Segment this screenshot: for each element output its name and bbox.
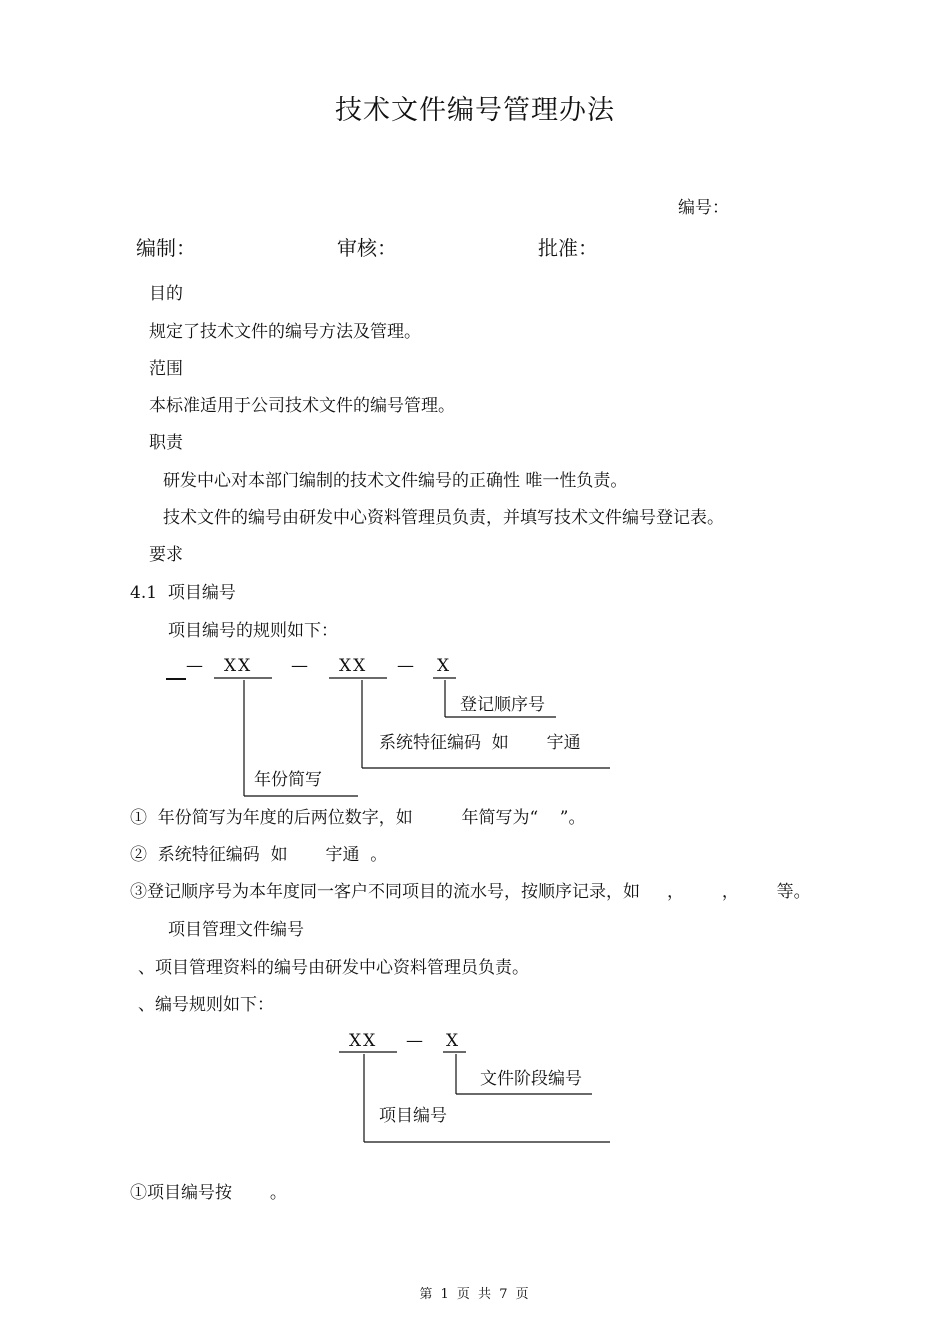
diagram1-label-year: 年份简写 bbox=[254, 770, 322, 790]
section-4-1-rule-intro: 项目编号的规则如下： bbox=[168, 621, 338, 641]
duty-heading: 职责 bbox=[149, 433, 183, 453]
purpose-heading: 目的 bbox=[149, 284, 183, 304]
page-footer: 第 1 页 共 7 页 bbox=[419, 1287, 531, 1302]
project-docs-heading: 项目管理文件编号 bbox=[168, 920, 304, 940]
note-3: ③登记顺序号为本年度同一客户不同项目的流水号，按顺序记录，如 ， ， 等。 bbox=[130, 882, 811, 902]
scope-text: 本标准适用于公司技术文件的编号管理。 bbox=[149, 396, 455, 416]
scope-heading: 范围 bbox=[149, 359, 183, 379]
project-docs-item-1: 、项目管理资料的编号由研发中心资料管理员负责。 bbox=[138, 958, 529, 978]
note-1: ① 年份简写为年度的后两位数字，如 年简写为“ ”。 bbox=[130, 808, 586, 828]
diagram2-seg-project: XX bbox=[349, 1031, 378, 1051]
approved-by-label: 批准： bbox=[538, 236, 598, 260]
diagram2-dash: — bbox=[406, 1031, 423, 1051]
diagram2-seg-stage: X bbox=[446, 1031, 459, 1051]
last-note: ①项目编号按 。 bbox=[130, 1183, 287, 1203]
diagram2-label-project: 项目编号 bbox=[379, 1106, 447, 1126]
note-2: ② 系统特征编码 如 宇通 。 bbox=[130, 845, 388, 865]
section-4-1-heading: 4.1 项目编号 bbox=[130, 583, 236, 603]
diagram1-seg-year: XX bbox=[224, 656, 253, 676]
diagram2-label-stage: 文件阶段编号 bbox=[480, 1069, 582, 1089]
diagram1-seg-sequence: X bbox=[437, 656, 450, 676]
prepared-by-label: 编制： bbox=[136, 236, 196, 260]
duty-item-2: 技术文件的编号由研发中心资料管理员负责，并填写技术文件编号登记表。 bbox=[163, 508, 724, 528]
page-title: 技术文件编号管理办法 bbox=[335, 95, 615, 126]
doc-number-label: 编号： bbox=[678, 198, 729, 218]
diagram1-dash-c: — bbox=[397, 656, 414, 676]
diagram1-dash-a: — bbox=[186, 656, 203, 676]
duty-item-1: 研发中心对本部门编制的技术文件编号的正确性 唯一性负责。 bbox=[163, 471, 628, 491]
diagram1-label-sequence: 登记顺序号 bbox=[460, 695, 545, 715]
project-docs-item-2: 、编号规则如下： bbox=[138, 995, 274, 1015]
diagram1-dash-b: — bbox=[291, 656, 308, 676]
diagram1-label-system: 系统特征编码 如 宇通 bbox=[379, 733, 581, 753]
diagram1-seg-system: XX bbox=[339, 656, 368, 676]
reviewed-by-label: 审核： bbox=[337, 236, 397, 260]
requirements-heading: 要求 bbox=[149, 545, 183, 565]
purpose-text: 规定了技术文件的编号方法及管理。 bbox=[149, 322, 421, 342]
